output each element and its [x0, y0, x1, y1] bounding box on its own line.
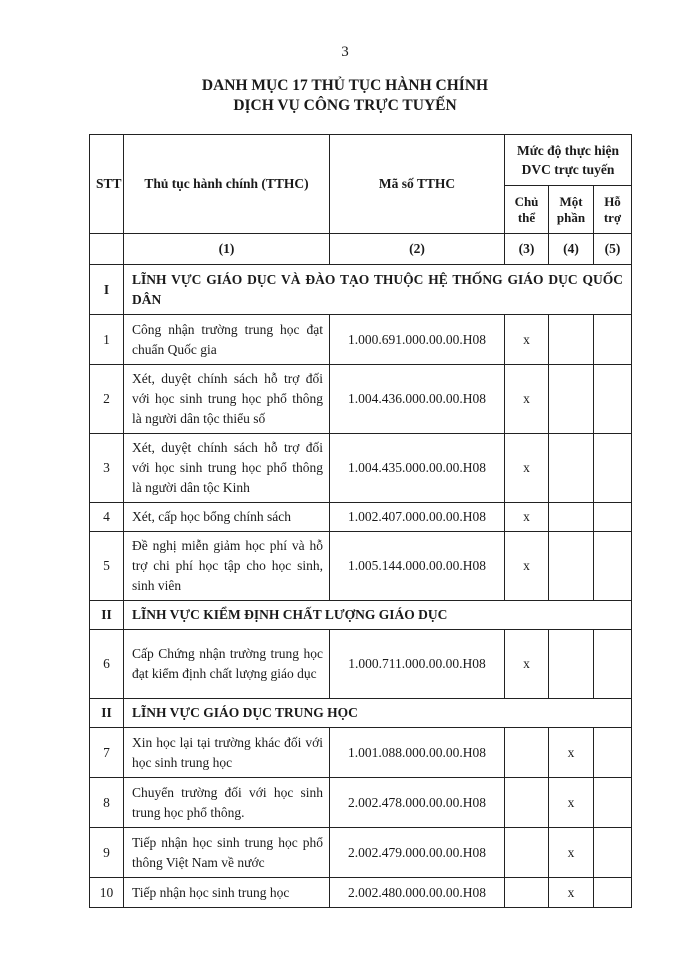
table-row — [90, 878, 632, 908]
header-full: Chủ thể — [505, 186, 549, 234]
table-row — [90, 434, 632, 503]
mark-support — [594, 434, 632, 503]
mark-full: x — [505, 434, 549, 503]
section-roman: I — [90, 265, 124, 315]
table-row — [90, 728, 632, 778]
procedure-name: Chuyển trường đối với học sinh trung học phổ thông. — [124, 778, 330, 828]
colnum-4: (4) — [549, 234, 594, 265]
mark-partial — [549, 532, 594, 601]
mark-support — [594, 532, 632, 601]
procedure-code: 1.004.436.000.00.00.H08 — [330, 365, 505, 434]
colnum-2: (2) — [330, 234, 505, 265]
section-title: LĨNH VỰC GIÁO DỤC VÀ ĐÀO TẠO THUỘC HỆ THỐNG GIÁO DỤC QUỐC DÂN — [124, 265, 632, 315]
title-line-1: DANH MỤC 17 THỦ TỤC HÀNH CHÍNH — [201, 77, 489, 94]
procedure-name: Tiếp nhận học sinh trung học phổ thông Việt Nam về nước — [124, 828, 330, 878]
row-number: 6 — [90, 630, 124, 699]
header-procedure: Thủ tục hành chính (TTHC) — [124, 135, 330, 234]
mark-full — [505, 778, 549, 828]
mark-support — [594, 365, 632, 434]
procedure-name: Đề nghị miễn giảm học phí và hỗ trợ chi phí học tập cho học sinh, sinh viên — [124, 532, 330, 601]
procedure-name: Xét, duyệt chính sách hỗ trợ đối với học sinh trung học phổ thông là người dân tộc Kinh — [124, 434, 330, 503]
colnum-blank — [90, 234, 124, 265]
row-number: 10 — [90, 878, 124, 908]
mark-support — [594, 778, 632, 828]
row-number: 4 — [90, 503, 124, 532]
section-roman: II — [90, 699, 124, 728]
procedure-code: 1.001.088.000.00.00.H08 — [330, 728, 505, 778]
mark-full — [505, 728, 549, 778]
mark-full: x — [505, 503, 549, 532]
procedure-code: 1.005.144.000.00.00.H08 — [330, 532, 505, 601]
row-number: 8 — [90, 778, 124, 828]
mark-support — [594, 828, 632, 878]
procedure-code: 2.002.480.000.00.00.H08 — [330, 878, 505, 908]
section-row — [90, 699, 632, 728]
table-row — [90, 315, 632, 365]
procedure-code: 1.000.711.000.00.00.H08 — [330, 630, 505, 699]
row-number: 3 — [90, 434, 124, 503]
procedure-name: Xét, duyệt chính sách hỗ trợ đối với học sinh trung học phổ thông là người dân tộc thiểu số — [124, 365, 330, 434]
mark-support — [594, 878, 632, 908]
header-stt: STT — [90, 135, 124, 234]
table-row — [90, 503, 632, 532]
table-row — [90, 778, 632, 828]
procedure-name: Xét, cấp học bổng chính sách — [124, 503, 330, 532]
mark-full: x — [505, 532, 549, 601]
section-title: LĨNH VỰC GIÁO DỤC TRUNG HỌC — [124, 699, 632, 728]
colnum-5: (5) — [594, 234, 632, 265]
mark-full: x — [505, 315, 549, 365]
mark-support — [594, 315, 632, 365]
table-row — [90, 365, 632, 434]
section-roman: II — [90, 601, 124, 630]
colnum-3: (3) — [505, 234, 549, 265]
mark-support — [594, 630, 632, 699]
procedure-code: 1.002.407.000.00.00.H08 — [330, 503, 505, 532]
mark-partial — [549, 503, 594, 532]
procedure-name: Tiếp nhận học sinh trung học — [124, 878, 330, 908]
document-title — [0, 76, 690, 116]
table-row — [90, 630, 632, 699]
mark-partial — [549, 434, 594, 503]
mark-partial: x — [549, 778, 594, 828]
mark-partial — [549, 365, 594, 434]
procedure-code: 2.002.478.000.00.00.H08 — [330, 778, 505, 828]
header-support: Hỗ trợ — [594, 186, 632, 234]
mark-full: x — [505, 365, 549, 434]
mark-partial: x — [549, 878, 594, 908]
mark-full: x — [505, 630, 549, 699]
mark-partial: x — [549, 728, 594, 778]
row-number: 5 — [90, 532, 124, 601]
table-row — [90, 828, 632, 878]
procedure-code: 1.000.691.000.00.00.H08 — [330, 315, 505, 365]
mark-full — [505, 828, 549, 878]
table-row — [90, 532, 632, 601]
procedure-name: Xin học lại tại trường khác đối với học sinh trung học — [124, 728, 330, 778]
page-number: 3 — [341, 44, 349, 60]
procedures-table — [89, 134, 632, 908]
section-row — [90, 601, 632, 630]
section-row — [90, 265, 632, 315]
mark-support — [594, 728, 632, 778]
header-level: Mức độ thực hiện DVC trực tuyến — [505, 135, 632, 186]
procedure-name: Công nhận trường trung học đạt chuẩn Quốc gia — [124, 315, 330, 365]
procedure-name: Cấp Chứng nhận trường trung học đạt kiểm định chất lượng giáo dục — [124, 630, 330, 699]
mark-partial — [549, 315, 594, 365]
row-number: 7 — [90, 728, 124, 778]
mark-partial — [549, 630, 594, 699]
procedure-code: 1.004.435.000.00.00.H08 — [330, 434, 505, 503]
header-code: Mã số TTHC — [330, 135, 505, 234]
title-line-2: DỊCH VỤ CÔNG TRỰC TUYẾN — [233, 97, 457, 114]
colnum-1: (1) — [124, 234, 330, 265]
header-partial: Một phần — [549, 186, 594, 234]
section-title: LĨNH VỰC KIỂM ĐỊNH CHẤT LƯỢNG GIÁO DỤC — [124, 601, 632, 630]
row-number: 9 — [90, 828, 124, 878]
row-number: 1 — [90, 315, 124, 365]
mark-support — [594, 503, 632, 532]
procedure-code: 2.002.479.000.00.00.H08 — [330, 828, 505, 878]
mark-partial: x — [549, 828, 594, 878]
row-number: 2 — [90, 365, 124, 434]
mark-full — [505, 878, 549, 908]
